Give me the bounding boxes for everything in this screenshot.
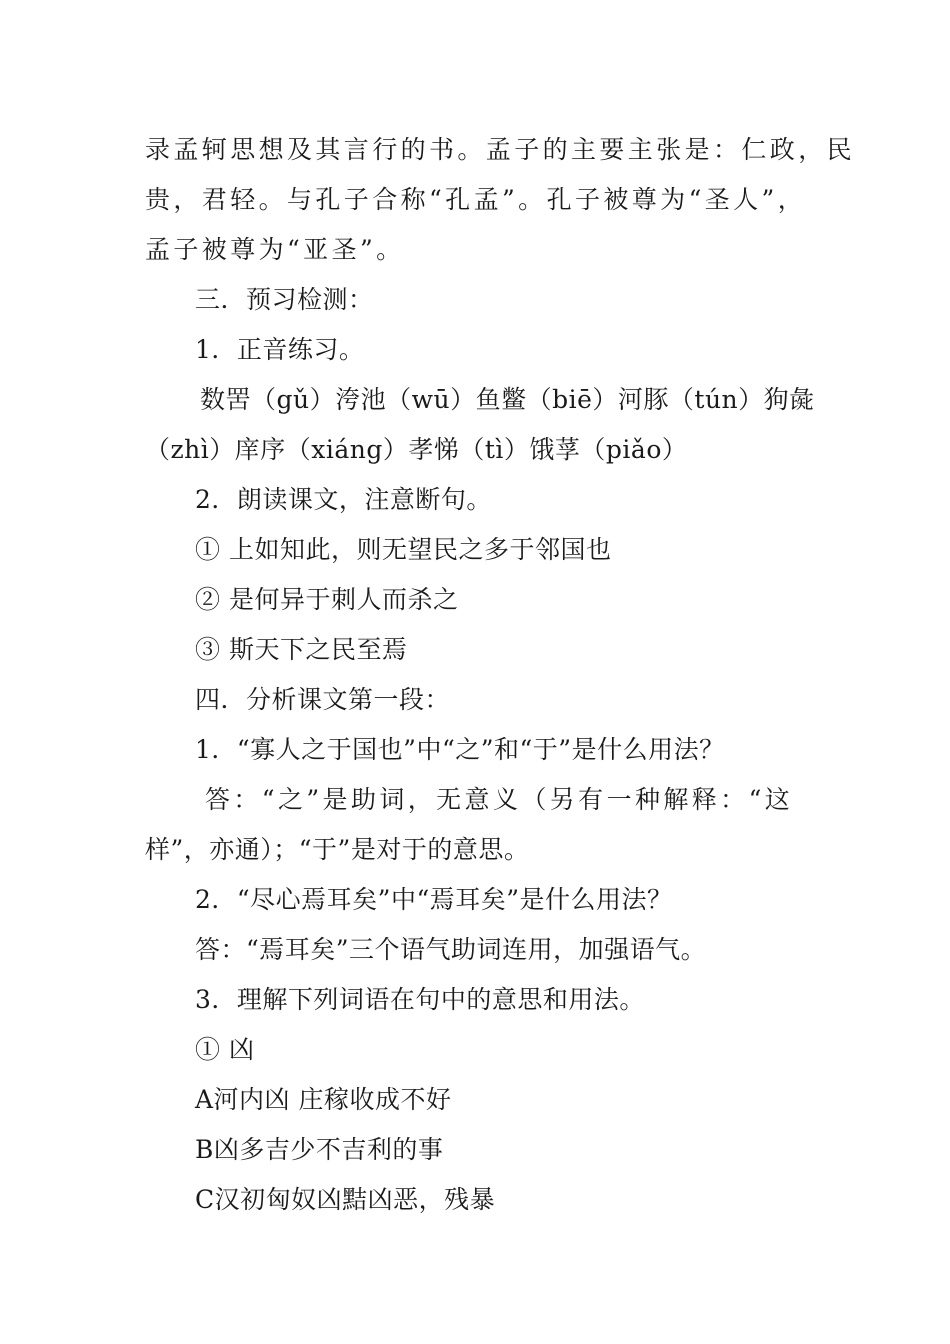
term-item-1: ① 凶 (195, 1035, 255, 1064)
section-heading-analysis: 四．分析课文第一段： (195, 685, 451, 714)
reading-item-1: ① 上如知此，则无望民之多于邻国也 (195, 535, 612, 564)
item-pronunciation-heading: 1．正音练习。 (195, 335, 365, 364)
answer-1-line-1: 答：“之”是助词，无意义（另有一种解释：“这 (205, 785, 794, 814)
reading-item-3: ③ 斯天下之民至焉 (195, 635, 408, 664)
question-1: 1．“寡人之于国也”中“之”和“于”是什么用法？ (195, 735, 725, 764)
pronunciation-line-1: 数罟（gǔ）洿池（wū）鱼鳖（biē）河豚（tún）狗彘 (200, 385, 815, 414)
question-2: 2．“尽心焉耳矣”中“焉耳矣”是什么用法？ (195, 885, 673, 914)
term-meaning-c: C汉初匈奴凶黠凶恶，残暴 (195, 1185, 496, 1214)
section-heading-preview: 三．预习检测： (195, 285, 374, 314)
paragraph-line-2: 贵，君轻。与孔子合称“孔孟”。孔子被尊为“圣人”， (145, 185, 807, 214)
pronunciation-line-2: （zhì）庠序（xiáng）孝悌（tì）饿莩（piǎo） (145, 435, 688, 464)
answer-2: 答：“焉耳矣”三个语气助词连用，加强语气。 (195, 935, 707, 964)
reading-item-2: ② 是何异于刺人而杀之 (195, 585, 459, 614)
question-3: 3．理解下列词语在句中的意思和用法。 (195, 985, 645, 1014)
answer-1-line-2: 样”，亦通）；“于”是对于的意思。 (145, 835, 530, 864)
term-meaning-a: A河内凶 庄稼收成不好 (195, 1085, 452, 1114)
paragraph-line-3: 孟子被尊为“亚圣”。 (145, 235, 405, 264)
paragraph-line-1: 录孟轲思想及其言行的书。孟子的主要主张是：仁政，民 (145, 135, 856, 164)
term-meaning-b: B凶多吉少不吉利的事 (195, 1135, 444, 1164)
item-reading-heading: 2．朗读课文，注意断句。 (195, 485, 492, 514)
